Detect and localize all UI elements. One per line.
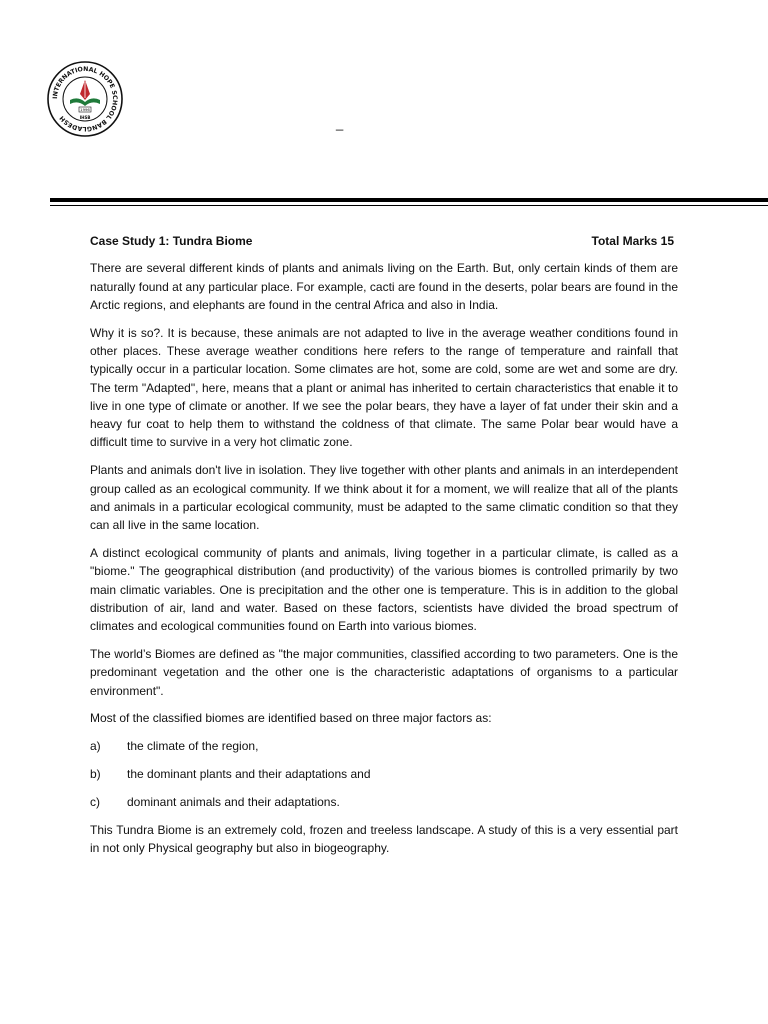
paragraph-adaptation: Why it is so?. It is because, these animals are not adapted to live in the average weather conditions found in other places. These average weather conditions here refers to the range of temperature and rainfall that typically occur in a particular location. Some climates are hot, some are cold, some are wet and some are dry. The term "Adapted", here, means that a plant or animal has inherited to certain characteristics that enable it to live in one type of climate or another. If we see the polar bears, they have a layer of fat under their skin and a heavy fur coat to help them to withstand the coldness of that climate. The same Polar bear would have a difficult time to survive in a very hot climatic zone. (90, 325, 678, 450)
document-heading (90, 232, 678, 250)
paragraph-biome: A distinct ecological community of plants and animals, living together in a particular climate, is called as a "biome." The geographical distribution (and productivity) of the various biomes is controlled primarily by two main climatic variables. One is precipitation and the other one is temperature. This is in addition to the global distribution of air, land and water. Based on these factors, scientists have divided the broad spectrum of climates and ecological communities found on Earth into various biomes. (90, 545, 678, 634)
list-item-label: b) (90, 766, 101, 781)
paragraph-community: Plants and animals don't live in isolation. They live together with other plants and animals in an interdependent group called as an ecological community. If we think about it for a moment, we will realize that all of the plants and animals in a particular ecological community, must be adapted to the same climatic condition so that they can all live in the same location. (90, 463, 678, 533)
paragraph-closing: This Tundra Biome is an extremely cold, frozen and treeless landscape. A study of this is a very essential part in not only Physical geography but also in biogeography. (90, 822, 678, 855)
list-item (90, 737, 678, 755)
header-rule-thin (50, 205, 768, 206)
list-item (90, 765, 678, 783)
logo-year: 1996 (80, 107, 90, 112)
header-rule-thick (50, 198, 768, 202)
logo-ring-text: INTERNATIONAL HOPE SCHOOL BANGLADESH (51, 65, 119, 133)
list-item-text: dominant animals and their adaptations. (127, 794, 340, 809)
list-item-label: c) (90, 794, 100, 809)
document-title: Case Study 1: Tundra Biome (90, 234, 253, 248)
paragraph-factors: Most of the classified biomes are identified based on three major factors as: (90, 711, 492, 726)
header-mark: _ (336, 116, 344, 131)
list-item-text: the climate of the region, (127, 739, 259, 754)
list-item-label: a) (90, 739, 101, 754)
paragraph-intro: There are several different kinds of plants and animals living on the Earth. But, only certain kinds of them are naturally found at any particular place. For example, cacti are found in the deserts, polar bears are found in the Arctic regions, and elephants are found in the central Africa and also in India. (90, 261, 678, 312)
logo-abbr: IHSB (79, 115, 91, 120)
list-item-text: the dominant plants and their adaptations and (127, 766, 371, 781)
total-marks: Total Marks 15 (591, 234, 674, 248)
list-item (90, 793, 678, 811)
document-body (90, 232, 678, 867)
school-logo (46, 60, 124, 138)
paragraph-definition: The world’s Biomes are defined as "the major communities, classified according to two parameters. One is the predominant vegetation and the other one is the characteristic adaptations of organisms to a particular environment". (90, 646, 678, 698)
